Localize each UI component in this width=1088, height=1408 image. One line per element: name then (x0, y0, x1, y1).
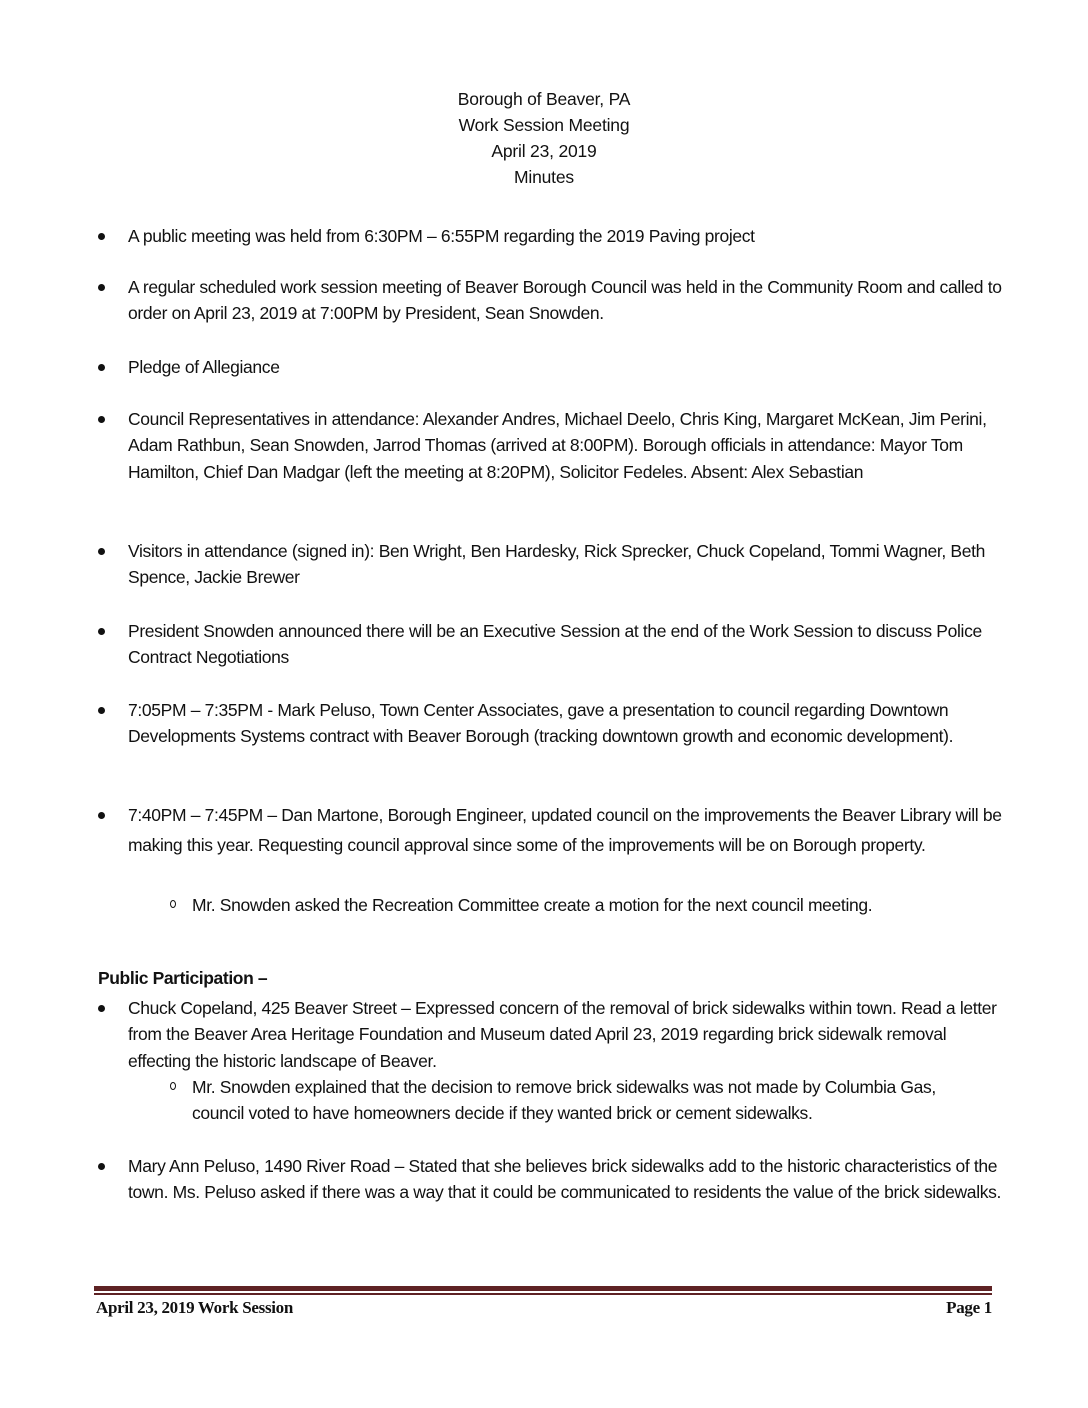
bullet-icon (98, 233, 105, 240)
item-text: Visitors in attendance (signed in): Ben Wright, Ben Hardesky, Rick Sprecker, Chuck Copeland, Tommi Wagner, Beth Spence, Jackie Brewer (128, 541, 985, 588)
bullet-icon (98, 1005, 105, 1012)
section-heading-public-participation: Public Participation – (98, 968, 268, 988)
minutes-item-visitors (128, 538, 1008, 591)
header-meeting-type: Work Session Meeting (458, 115, 630, 135)
minutes-item-presentation (128, 697, 1008, 750)
item-text: Council Representatives in attendance: Alexander Andres, Michael Deelo, Chris King, Margaret McKean, Jim Perini, Adam Rathbun, Sean Snowden, Jarrod Thomas (arrived at 8:00PM). Borough officials in attendance: Mayor Tom Hamilton, Chief Dan Madgar (left the meeting at 8:20PM), Solicitor Fedeles. Absent: Alex Sebastian (128, 409, 987, 482)
bullet-icon (98, 364, 105, 371)
minutes-item-library (128, 800, 1008, 860)
header-date: April 23, 2019 (491, 141, 597, 161)
footer-divider (94, 1286, 992, 1291)
bullet-icon (98, 812, 105, 819)
item-text: Chuck Copeland, 425 Beaver Street – Expressed concern of the removal of brick sidewalks within town. Read a letter from the Beaver Area Heritage Foundation and Museum dated April 23, 2019 regarding brick sidewalk removal effecting the historic landscape of Beaver. (128, 998, 997, 1071)
subitem-text: Mr. Snowden asked the Recreation Committee create a motion for the next council meeting. (192, 895, 873, 915)
minutes-item-call-to-order (128, 274, 1008, 327)
minutes-subitem-recreation-motion (192, 890, 982, 920)
document-header (0, 86, 1088, 190)
item-text: A regular scheduled work session meeting of Beaver Borough Council was held in the Community Room and called to order on April 23, 2019 at 7:00PM by President, Sean Snowden. (128, 277, 1002, 324)
item-text: 7:40PM – 7:45PM – Dan Martone, Borough Engineer, updated council on the improvements the Beaver Library will be making this year. Requesting council approval since some of the improvements will be on Borough property. (128, 805, 1002, 855)
item-text: A public meeting was held from 6:30PM – 6:55PM regarding the 2019 Paving project (128, 226, 755, 246)
minutes-item-executive-session (128, 618, 1008, 671)
circle-bullet-icon (170, 1082, 176, 1090)
header-minutes: Minutes (514, 167, 574, 187)
subitem-text: Mr. Snowden explained that the decision to remove brick sidewalks was not made by Columbia Gas, council voted to have homeowners decide if they wanted brick or cement sidewalks. (192, 1077, 936, 1124)
minutes-item-attendance (128, 406, 1008, 485)
circle-bullet-icon (170, 900, 176, 908)
item-text: Mary Ann Peluso, 1490 River Road – Stated that she believes brick sidewalks add to the historic characteristics of the town. Ms. Peluso asked if there was a way that it could be communicated to residents the value of the brick sidewalks. (128, 1156, 1002, 1203)
item-text: President Snowden announced there will be an Executive Session at the end of the Work Session to discuss Police Contract Negotiations (128, 621, 982, 668)
minutes-item-pledge (128, 354, 1008, 380)
bullet-icon (98, 416, 105, 423)
bullet-icon (98, 548, 105, 555)
footer-divider-thin (94, 1293, 992, 1295)
footer-page-number: Page 1 (946, 1298, 992, 1317)
header-borough: Borough of Beaver, PA (457, 89, 631, 109)
public-participation-item-copeland (128, 995, 1008, 1074)
minutes-item-public-meeting (128, 223, 1008, 249)
item-text: 7:05PM – 7:35PM - Mark Peluso, Town Center Associates, gave a presentation to council regarding Downtown Developments Systems contract with Beaver Borough (tracking downtown growth and economic development). (128, 700, 954, 747)
bullet-icon (98, 284, 105, 291)
public-participation-subitem-snowden (192, 1074, 982, 1127)
public-participation-item-peluso (128, 1153, 1008, 1206)
footer-session-label: April 23, 2019 Work Session (96, 1298, 294, 1317)
bullet-icon (98, 707, 105, 714)
bullet-icon (98, 628, 105, 635)
bullet-icon (98, 1163, 105, 1170)
item-text: Pledge of Allegiance (128, 357, 280, 377)
